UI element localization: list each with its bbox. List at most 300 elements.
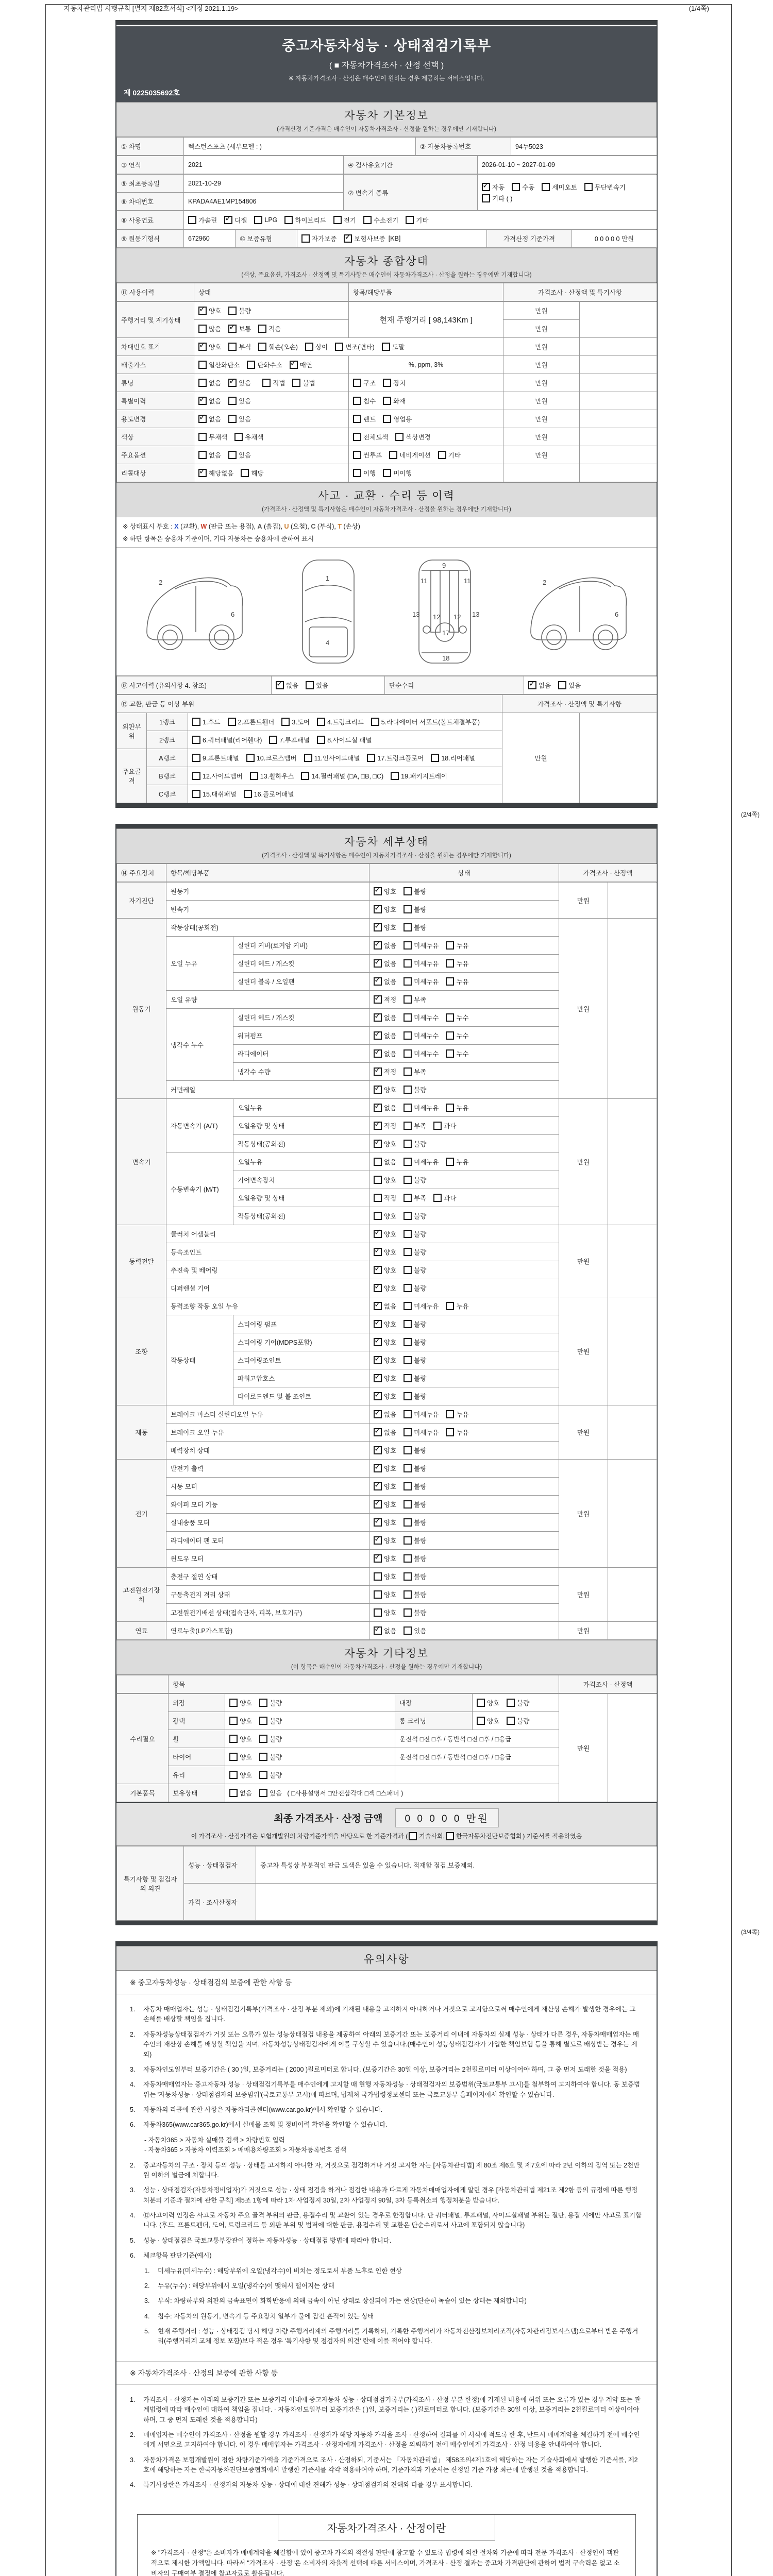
checkbox-있음[interactable] (228, 379, 237, 387)
checkbox-양호[interactable] (374, 1086, 382, 1094)
checkbox-하이브리드[interactable] (284, 216, 293, 224)
check-item-있음 (228, 414, 251, 423)
checkbox-매연[interactable] (290, 361, 298, 369)
checkbox-불량[interactable] (404, 905, 412, 913)
checkbox-기타[interactable] (438, 451, 446, 459)
checkbox-group (374, 923, 426, 932)
check-item-불량 (259, 1698, 282, 1707)
checkbox-이행[interactable] (353, 469, 361, 477)
checkbox-미세누유[interactable] (404, 977, 412, 986)
checkbox-양호[interactable] (374, 1482, 382, 1490)
checkbox-없음[interactable] (229, 1789, 238, 1797)
subgroup-작동상태: 작동상태 (166, 1315, 233, 1405)
checkbox-불량[interactable] (404, 1446, 412, 1454)
checkbox-없음[interactable] (374, 1049, 382, 1058)
checkbox-불법[interactable] (292, 379, 300, 387)
checkbox-있음[interactable] (228, 397, 237, 405)
check-item-불량 (259, 1752, 282, 1761)
checkbox-수동[interactable] (512, 183, 520, 191)
check-item-세미오토 (542, 182, 577, 192)
checkbox-LPG[interactable] (254, 216, 262, 224)
checkbox-양호[interactable] (477, 1699, 485, 1707)
value-fuel (184, 211, 657, 229)
legend-desc: (교환), (178, 523, 201, 530)
checkbox-9.프론트패널[interactable] (192, 754, 200, 762)
checkbox-보통[interactable] (228, 325, 237, 333)
check-item-없음 (528, 681, 551, 690)
checkbox-전체도색[interactable] (353, 433, 361, 441)
checkbox-누유[interactable] (446, 1428, 454, 1436)
state-cell (369, 1027, 559, 1045)
checkbox-미세누유[interactable] (404, 941, 412, 950)
comprehensive-body (116, 301, 657, 482)
checkbox-없음[interactable] (374, 1410, 382, 1418)
state-cell (369, 1135, 559, 1153)
checkbox-label: 19.패키지트레이 (401, 773, 447, 780)
checkbox-적정[interactable] (374, 1194, 382, 1202)
checkbox-수소전기[interactable] (363, 216, 372, 224)
checkbox-불량[interactable] (404, 1572, 412, 1581)
check-item-누유 (446, 1157, 468, 1166)
checkbox-label: 자동 (492, 183, 505, 191)
notice-item-number: 1. (130, 2006, 136, 2013)
checkbox-없음[interactable] (374, 959, 382, 968)
checkbox-13.휠하우스[interactable] (250, 772, 258, 780)
checkbox-group (353, 414, 412, 423)
checkbox-한국자동차진단보증협회[interactable] (446, 1832, 454, 1840)
checkbox-양호[interactable] (374, 1572, 382, 1581)
checkbox-양호[interactable] (374, 1212, 382, 1220)
checkbox-16.플로어패널[interactable] (244, 790, 252, 798)
checkbox-누유[interactable] (446, 1158, 454, 1166)
checkbox-없음[interactable] (198, 415, 207, 423)
checkbox-적정[interactable] (374, 1122, 382, 1130)
checkbox-3.도어[interactable] (281, 718, 290, 726)
check-item-양호 (229, 1716, 252, 1725)
checkbox-세미오토[interactable] (542, 183, 550, 191)
checkbox-group (374, 1067, 426, 1076)
checkbox-상이[interactable] (305, 343, 313, 351)
checkbox-label: 양호 (384, 1447, 397, 1454)
checkbox-없음[interactable] (276, 681, 284, 689)
checkbox-label: 미세누수 (414, 1014, 439, 1022)
note-cell (608, 919, 657, 1099)
check-item-적정 (374, 1121, 396, 1130)
notice-title: 유의사항 (363, 1954, 410, 1965)
check-item-변조(변타) (335, 342, 375, 351)
checkbox-불량[interactable] (404, 1554, 412, 1563)
legend-code-W: W (200, 523, 207, 530)
checkbox-양호[interactable] (374, 1248, 382, 1256)
checkbox-탄화수소[interactable] (247, 361, 255, 369)
checkbox-label: 불량 (239, 308, 251, 315)
state-cell (369, 991, 559, 1009)
check-item-썬루프 (353, 450, 382, 460)
etc-body (116, 1693, 657, 1802)
checkbox-해당[interactable] (241, 469, 249, 477)
checkbox-2.프론트휀더[interactable] (228, 718, 236, 726)
checkbox-불량[interactable] (404, 1338, 412, 1346)
checkbox-미세누유[interactable] (404, 959, 412, 968)
check-item-14.필러패널 (□A, □B, □C) (301, 771, 383, 781)
device-제동: 제동 (117, 1405, 166, 1460)
checkbox-양호[interactable] (374, 1554, 382, 1563)
checkbox-부족[interactable] (404, 1067, 412, 1076)
checkbox-없음[interactable] (198, 379, 207, 387)
checkbox-있음[interactable] (306, 681, 314, 689)
price-survey-service-note: ※ 자동차가격조사 · 산정은 매수인이 원하는 경우 제공하는 서비스입니다. (288, 75, 485, 82)
checkbox-미세누유[interactable] (404, 1158, 412, 1166)
price-cell: 만원 (559, 1099, 608, 1225)
check-item-장치 (383, 378, 406, 387)
checkbox-label: 자가보증 (312, 235, 337, 243)
checkbox-불량[interactable] (404, 887, 412, 895)
checkbox-많음[interactable] (198, 325, 207, 333)
value-reg-no: 94누5023 (511, 138, 657, 156)
checkbox-미이행[interactable] (383, 469, 391, 477)
checkbox-무채색[interactable] (198, 433, 207, 441)
checkbox-적법[interactable] (262, 379, 271, 387)
checkbox-label: 해당 (251, 470, 264, 477)
basic-info-table (116, 137, 657, 248)
checkbox-없음[interactable] (198, 451, 207, 459)
checkbox-없음[interactable] (374, 1626, 382, 1635)
checkbox-group (198, 342, 405, 351)
checkbox-없음[interactable] (374, 977, 382, 986)
checkbox-group (229, 1788, 282, 1798)
checkbox-불량[interactable] (404, 1086, 412, 1094)
checkbox-양호[interactable] (374, 1536, 382, 1545)
checkbox-자동[interactable] (482, 183, 490, 191)
checkbox-label: 없음 (384, 942, 397, 950)
checkbox-18.리어패널[interactable] (431, 754, 439, 762)
checkbox-기술사회,[interactable] (409, 1832, 417, 1840)
check-item-미세누수 (404, 1013, 439, 1022)
check-item-양호 (374, 1283, 396, 1293)
checkbox-불량[interactable] (404, 1374, 412, 1382)
checkbox-불량[interactable] (259, 1735, 267, 1743)
checkbox-양호[interactable] (374, 1338, 382, 1346)
checkbox-양호[interactable] (374, 905, 382, 913)
checkbox-8.사이드실 패널[interactable] (317, 736, 325, 744)
note-cell (608, 1297, 657, 1405)
checkbox-불량[interactable] (404, 1464, 412, 1472)
part-와이퍼 모터 기능: 와이퍼 모터 기능 (166, 1496, 369, 1514)
checkbox-불량[interactable] (404, 1320, 412, 1328)
checkbox-불량[interactable] (228, 307, 237, 315)
checkbox-14.필러패널 (□A, □B, □C)[interactable] (301, 772, 309, 780)
checkbox-없음[interactable] (528, 681, 536, 689)
checkbox-label: 세미오토 (552, 183, 577, 191)
checkbox-적정[interactable] (374, 995, 382, 1004)
checkbox-양호[interactable] (374, 1266, 382, 1274)
check-item-불량 (404, 1139, 426, 1148)
checkbox-있음[interactable] (228, 451, 237, 459)
checkbox-불량[interactable] (259, 1699, 267, 1707)
check-item-17.트렁크플로어 (367, 753, 424, 762)
checkbox-유채색[interactable] (234, 433, 243, 441)
basic-row-1 (116, 137, 657, 156)
checkbox-불량[interactable] (404, 1356, 412, 1364)
checkbox-과다[interactable] (433, 1194, 442, 1202)
checkbox-양호[interactable] (229, 1771, 238, 1779)
checkbox-불량[interactable] (404, 1500, 412, 1509)
checkbox-양호[interactable] (374, 1374, 382, 1382)
checkbox-양호[interactable] (374, 887, 382, 895)
checkbox-불량[interactable] (404, 1266, 412, 1274)
checkbox-불량[interactable] (404, 1482, 412, 1490)
checkbox-label: 양호 (384, 1285, 397, 1292)
notice-item-number: 3. (130, 2456, 136, 2464)
check-item-불량 (404, 1572, 426, 1581)
checkbox-15.대쉬패널[interactable] (192, 790, 200, 798)
checkbox-불량[interactable] (404, 1392, 412, 1400)
part-고전원전기배선 상태(접속단자, 피복, 보호기구): 고전원전기배선 상태(접속단자, 피복, 보호기구) (166, 1604, 369, 1622)
checkbox-기타 ( )[interactable] (482, 194, 490, 202)
checkbox-불량[interactable] (404, 1590, 412, 1599)
checkbox-누유[interactable] (446, 977, 454, 986)
checkbox-6.쿼터패널(리어휀다)[interactable] (192, 736, 200, 744)
checkbox-없음[interactable] (374, 941, 382, 950)
check-item-해당 (241, 468, 263, 478)
checkbox-양호[interactable] (374, 923, 382, 931)
checkbox-불량[interactable] (259, 1771, 267, 1779)
checkbox-화재[interactable] (383, 397, 391, 405)
checkbox-양호[interactable] (374, 1320, 382, 1328)
state-cell (369, 901, 559, 919)
checkbox-양호[interactable] (374, 1464, 382, 1472)
note-cell (608, 1568, 657, 1622)
checkbox-불량[interactable] (259, 1753, 267, 1761)
checkbox-보험사보증[interactable] (344, 234, 352, 243)
checkbox-group (353, 468, 412, 478)
checkbox-불량[interactable] (259, 1717, 267, 1725)
checkbox-침수[interactable] (353, 397, 361, 405)
checkbox-있음[interactable] (558, 681, 566, 689)
checkbox-누유[interactable] (446, 941, 454, 950)
checkbox-썬루프[interactable] (353, 451, 361, 459)
checkbox-양호[interactable] (229, 1735, 238, 1743)
state-simple-repair (524, 676, 657, 694)
checkbox-불량[interactable] (507, 1717, 515, 1725)
checkbox-누유[interactable] (446, 1302, 454, 1310)
part-브레이크 마스터 실린더오일 누유: 브레이크 마스터 실린더오일 누유 (166, 1405, 369, 1423)
checkbox-미세누수[interactable] (404, 1031, 412, 1040)
notice-item-text: 자동차가격은 보험개발원이 정한 차량기준가액을 기준가격으로 조사 · 산정하되, 기준서는 「자동차관리법」 제58조의4제1호에 해당하는 자는 기술사회에서 발행한 기준서를, 제2호에 해당하는 자는 한국자동차진단보증협회에서 발행한 기준서를 각각 적용하여야 하며, 기준가격과 기준서는 산정일 기준 가장 최근에 발행된 것을 적용합니다. (143, 2456, 638, 2473)
checkbox-누유[interactable] (446, 1410, 454, 1418)
checkbox-과다[interactable] (433, 1122, 442, 1130)
checkbox-group (353, 378, 406, 387)
checkbox-7.루프패널[interactable] (269, 736, 277, 744)
checkbox-없음[interactable] (374, 1013, 382, 1022)
checkbox-변조(변타)[interactable] (335, 343, 343, 351)
checkbox-group (374, 905, 426, 914)
checkbox-적음[interactable] (258, 325, 266, 333)
checkbox-group (229, 1770, 282, 1780)
check-item-불량 (404, 1085, 426, 1094)
checkbox-양호[interactable] (374, 1140, 382, 1148)
checkbox-label: 양호 (240, 1718, 253, 1725)
check-item-화재 (383, 396, 406, 405)
checkbox-label: 양호 (384, 1213, 397, 1220)
accident-history-row (116, 676, 657, 694)
checkbox-없음[interactable] (374, 1302, 382, 1310)
checkbox-가솔린[interactable] (188, 216, 196, 224)
checkbox-영업용[interactable] (383, 415, 391, 423)
checkbox-도말[interactable] (382, 343, 390, 351)
checkbox-네비게이션[interactable] (389, 451, 397, 459)
accident-band (116, 482, 657, 517)
check-item-10.크로스멤버 (246, 753, 297, 762)
checkbox-불량[interactable] (404, 1176, 412, 1184)
checkbox-불량[interactable] (404, 1140, 412, 1148)
checkbox-10.크로스멤버[interactable] (246, 754, 255, 762)
checkbox-없음[interactable] (198, 397, 207, 405)
checkbox-양호[interactable] (198, 343, 207, 351)
checkbox-무단변속기[interactable] (584, 183, 593, 191)
check-item-탄화수소 (247, 360, 282, 369)
checkbox-없음[interactable] (374, 1031, 382, 1040)
rank-B랭크: B랭크 (147, 767, 188, 785)
checkbox-해당없음[interactable] (198, 469, 207, 477)
usage-label-특별이력: 특별이력 (117, 392, 194, 410)
price-cell: 만원 (503, 410, 580, 428)
checkbox-미세누수[interactable] (404, 1049, 412, 1058)
checkbox-불량[interactable] (404, 1518, 412, 1527)
part-파워고압호스: 파워고압호스 (233, 1369, 369, 1387)
price-cell: 만원 (559, 1297, 608, 1405)
checkbox-양호[interactable] (229, 1753, 238, 1761)
checkbox-양호[interactable] (374, 1230, 382, 1238)
checkbox-label: 12.사이드멤버 (203, 773, 243, 780)
checkbox-있음[interactable] (228, 415, 237, 423)
checkbox-기타[interactable] (406, 216, 414, 224)
checkbox-양호[interactable] (477, 1717, 485, 1725)
check-item-무채색 (198, 432, 227, 442)
checkbox-있음[interactable] (404, 1626, 412, 1635)
checkbox-불량[interactable] (404, 1608, 412, 1617)
checkbox-1.후드[interactable] (192, 718, 200, 726)
check-item-양호 (374, 1518, 396, 1527)
checkbox-양호[interactable] (374, 1392, 382, 1400)
checkbox-훼손(오손)[interactable] (258, 343, 266, 351)
checkbox-없음[interactable] (374, 1428, 382, 1436)
checkbox-누유[interactable] (446, 959, 454, 968)
checkbox-4.트렁크리드[interactable] (317, 718, 325, 726)
state-cell (369, 1225, 559, 1243)
checkbox-없음[interactable] (374, 1104, 382, 1112)
checkbox-누수[interactable] (446, 1049, 454, 1058)
checkbox-불량[interactable] (404, 923, 412, 931)
checkbox-색상변경[interactable] (395, 433, 404, 441)
checkbox-label: 기타 (448, 452, 461, 459)
checkbox-양호[interactable] (229, 1699, 238, 1707)
checkbox-적정[interactable] (374, 1067, 382, 1076)
note-cell (580, 302, 657, 338)
checkbox-양호[interactable] (374, 1518, 382, 1527)
checkbox-11.인사이드패널[interactable] (304, 754, 312, 762)
checkbox-부족[interactable] (404, 1194, 412, 1202)
checkbox-5.라디에이터 서포트(볼트체결부품)[interactable] (371, 718, 379, 726)
checkbox-불량[interactable] (507, 1699, 515, 1707)
checkbox-label: 유채색 (245, 434, 264, 441)
checkbox-양호[interactable] (198, 307, 207, 315)
check-item-있음 (558, 681, 581, 690)
checkbox-누수[interactable] (446, 1031, 454, 1040)
checkbox-불량[interactable] (404, 1212, 412, 1220)
fuel-options (188, 215, 428, 225)
checkbox-양호[interactable] (374, 1284, 382, 1292)
checkbox-미세누유[interactable] (404, 1302, 412, 1310)
checkbox-12.사이드멤버[interactable] (192, 772, 200, 780)
checkbox-미세누수[interactable] (404, 1013, 412, 1022)
checkbox-양호[interactable] (374, 1446, 382, 1454)
checkbox-자가보증[interactable] (301, 234, 310, 243)
checkbox-불량[interactable] (404, 1536, 412, 1545)
legend-code-X: X (174, 523, 179, 530)
checkbox-부족[interactable] (404, 995, 412, 1004)
notice-item (130, 2030, 643, 2060)
check-item-양호 (374, 1229, 396, 1239)
checkbox-미세누유[interactable] (404, 1410, 412, 1418)
checkbox-미세누유[interactable] (404, 1104, 412, 1112)
checkbox-label: 불량 (414, 906, 427, 913)
checkbox-장치[interactable] (383, 379, 391, 387)
checkbox-누유[interactable] (446, 1104, 454, 1112)
checkbox-17.트렁크플로어[interactable] (367, 754, 375, 762)
checkbox-디젤[interactable] (224, 216, 232, 224)
checkbox-19.패키지트레이[interactable] (391, 772, 399, 780)
detail-table (116, 863, 657, 1640)
checkbox-있음[interactable] (259, 1789, 267, 1797)
checkbox-양호[interactable] (374, 1608, 382, 1617)
checkbox-렌트[interactable] (353, 415, 361, 423)
checkbox-누수[interactable] (446, 1013, 454, 1022)
device-자기진단: 자기진단 (117, 883, 166, 919)
checkbox-미세누유[interactable] (404, 1428, 412, 1436)
basics-note: ( □사용설명서 □안전삼각대 □잭 □스패너 ) (287, 1790, 404, 1797)
checkbox-양호[interactable] (229, 1717, 238, 1725)
checkbox-label: 불량 (414, 1519, 427, 1527)
part-시동 모터: 시동 모터 (166, 1478, 369, 1496)
check-item-불량 (404, 1608, 426, 1617)
label-accident-history: ⑫ 사고이력 (유의사항 4. 참조) (117, 676, 272, 694)
checkbox-양호[interactable] (374, 1176, 382, 1184)
checkbox-label: 불량 (414, 1087, 427, 1094)
part-실린더 커버(로커암 커버): 실린더 커버(로커암 커버) (233, 937, 369, 955)
checkbox-양호[interactable] (374, 1590, 382, 1599)
checkbox-불량[interactable] (404, 1284, 412, 1292)
checkbox-label: 네비게이션 (399, 452, 431, 459)
state-cell (225, 1766, 395, 1784)
state-cell (194, 464, 349, 482)
checkbox-label: 미이행 (393, 470, 412, 477)
checkbox-불량[interactable] (404, 1248, 412, 1256)
checkbox-전기[interactable] (333, 216, 342, 224)
checkbox-일산화탄소[interactable] (198, 361, 207, 369)
rank-items-group (192, 789, 294, 799)
etc-note: (이 항목은 매수인이 자동차가격조사 · 산정을 원하는 경우에만 기재합니다) (291, 1664, 482, 1670)
checkbox-부족[interactable] (404, 1122, 412, 1130)
legend-code-C: C (311, 523, 316, 530)
checkbox-불량[interactable] (404, 1230, 412, 1238)
checkbox-구조[interactable] (353, 379, 361, 387)
checkbox-부식[interactable] (228, 343, 237, 351)
checkbox-label: 불량 (414, 888, 427, 895)
checkbox-양호[interactable] (374, 1500, 382, 1509)
checkbox-양호[interactable] (374, 1356, 382, 1364)
checkbox-없음[interactable] (374, 1158, 382, 1166)
